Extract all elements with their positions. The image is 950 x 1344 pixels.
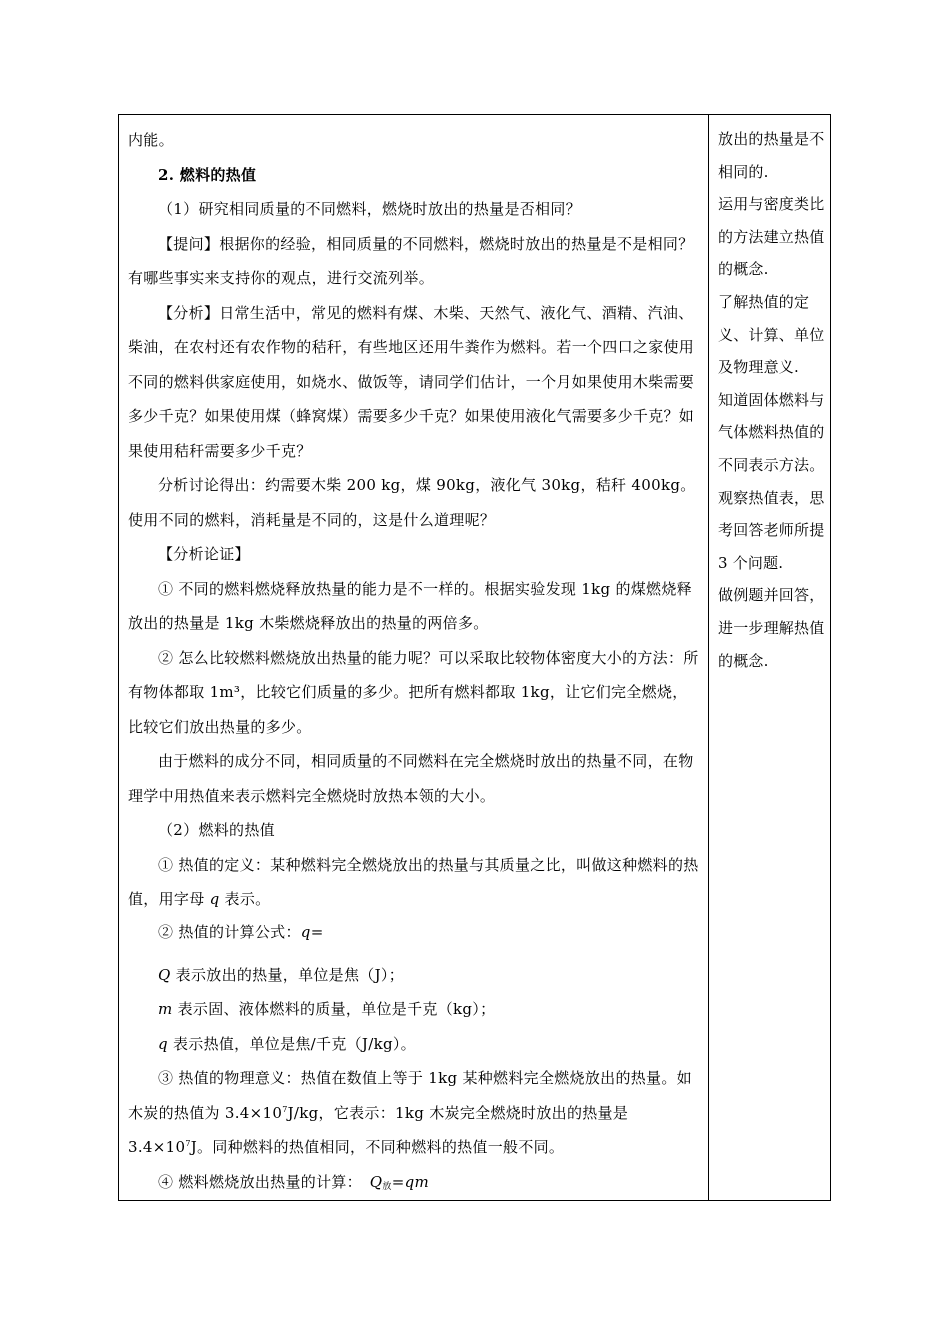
symbol-q-heat: Q 表示放出的热量，单位是焦（J）；	[158, 965, 404, 984]
analysis-paragraph: 【分析】日常生活中，常见的燃料有煤、木柴、天然气、液化气、酒精、汽油、柴油，在农村还有农作物的秸秆，有些地区还用牛粪作为燃料。若一个四口之家使用不同的燃料供家庭使用，如烧水、做饭等，请同学们估计，一个月如果使用木柴需要多少千克？如果使用煤（蜂窝煤）需要多少千克？如果使用液化气需要多少千克？如果使用秸秆需要多少千克？	[128, 303, 695, 460]
formula-line: ② 热值的计算公式：q=	[158, 922, 324, 941]
subsection-heating-value: （2）燃料的热值	[158, 821, 275, 839]
conclusion-2: ② 怎么比较燃料燃烧放出热量的能力呢？可以采取比较物体密度大小的方法：所有物体都取 1m³，比较它们质量的多少。把所有燃料都取 1kg，让它们完全燃烧，比较它们放出热量的多少。	[128, 648, 699, 736]
side-note: 观察热值表，思考回答老师所提 3 个问题.	[718, 488, 825, 572]
discussion-paragraph: 分析讨论得出：约需要木柴 200 kg，煤 90kg，液化气 30kg，秸秆 400kg。使用不同的燃料，消耗量是不同的，这是什么道理呢？	[128, 476, 696, 529]
lesson-table	[118, 114, 831, 1201]
reason-paragraph: 由于燃料的成分不同，相同质量的不同燃料在完全燃烧时放出的热量不同，在物理学中用热值来表示燃料完全燃烧时放热本领的大小。	[128, 752, 694, 805]
side-note: 运用与密度类比的方法建立热值的概念.	[718, 195, 825, 279]
side-note: 放出的热量是不相同的.	[718, 130, 825, 181]
text-line: 内能。	[128, 131, 174, 149]
subsection-question: （1）研究相同质量的不同燃料，燃烧时放出的热量是否相同？	[158, 200, 581, 218]
question-paragraph: 【提问】根据你的经验，相同质量的不同燃料，燃烧时放出的热量是不是相同？有哪些事实来支持你的观点，进行交流列举。	[128, 234, 694, 287]
section-heading: 2. 燃料的热值	[158, 165, 257, 184]
side-notes-cell	[718, 123, 826, 677]
symbol-m-mass: m 表示固、液体燃料的质量，单位是千克（kg）；	[158, 1000, 496, 1018]
column-divider	[708, 115, 709, 1200]
main-content-cell	[128, 123, 700, 1199]
argument-heading: 【分析论证】	[158, 545, 250, 563]
conclusion-1: ① 不同的燃料燃烧释放热量的能力是不一样的。根据实验发现 1kg 的煤燃烧释放出的热量是 1kg 木柴燃烧释放出的热量的两倍多。	[128, 579, 692, 632]
definition-paragraph: ① 热值的定义：某种燃料完全燃烧放出的热量与其质量之比，叫做这种燃料的热值，用字母 q 表示。	[128, 855, 699, 908]
side-note: 做例题并回答，进一步理解热值的概念.	[718, 586, 825, 670]
meaning-paragraph: ③ 热值的物理意义：热值在数值上等于 1kg 某种燃料完全燃烧放出的热量。如木炭的热值为 $3.4\times 10^7J/kg$，它表示：1kg 木炭完全燃烧时放出的热量是 $3.4\times 10^7J$。同种燃料的热值相同，不同种燃料的热值一般不同。	[128, 1069, 692, 1156]
symbol-q-value: q 表示热值，单位是焦/千克（J/kg）。	[158, 1034, 416, 1053]
side-note: 了解热值的定义、计算、单位及物理意义.	[718, 292, 825, 377]
side-note: 知道固体燃料与气体燃料热值的不同表示方法。	[718, 390, 825, 474]
calculation-line: ④ 燃料燃烧放出热量的计算： $Q_放=qm$	[158, 1172, 430, 1192]
